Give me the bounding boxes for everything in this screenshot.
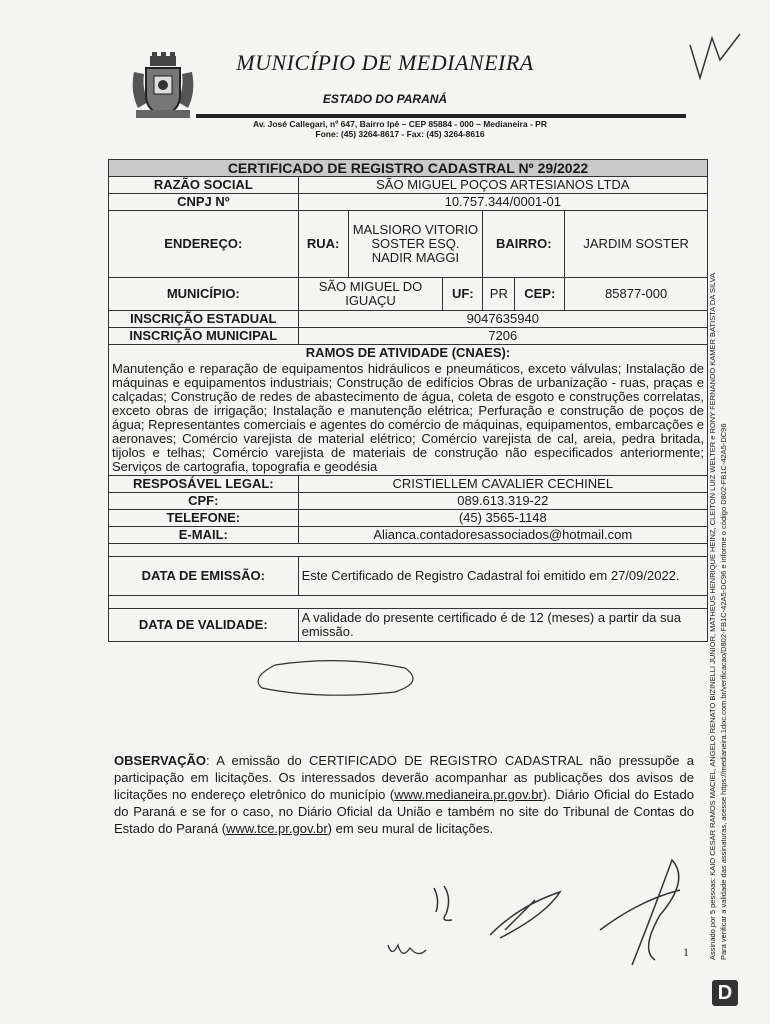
signature-right <box>600 860 680 965</box>
certificate-table <box>108 159 708 642</box>
emissao-label: DATA DE EMISSÃO: <box>109 557 299 596</box>
responsavel-label: RESPOSÁVEL LEGAL: <box>109 476 299 493</box>
email-row <box>109 527 708 544</box>
validade-row <box>109 609 708 642</box>
signature-initials <box>434 886 452 920</box>
signature-middle <box>490 892 560 938</box>
tce-link[interactable]: www.tce.pr.gov.br <box>226 821 328 836</box>
uf-value: PR <box>483 278 515 311</box>
emissao-row <box>109 557 708 596</box>
im-row <box>109 328 708 345</box>
observacao-paragraph <box>114 752 694 837</box>
telefone-row <box>109 510 708 527</box>
cpf-value: 089.613.319-22 <box>298 493 707 510</box>
spacer-row <box>109 544 708 557</box>
endereco-label: ENDEREÇO: <box>109 211 299 278</box>
observacao-text-a: : A emissão do CERTIFICADO DE REGISTRO CADASTRAL não pressupõe a participação em licitações. Os interessados deverão acompanhar as publicações dos avisos de licitações no endereço eletrônico do município ( <box>114 753 694 802</box>
bairro-value: JARDIM SOSTER <box>565 211 708 278</box>
email-value: Alianca.contadoresassociados@hotmail.com <box>298 527 707 544</box>
validade-label: DATA DE VALIDADE: <box>109 609 299 642</box>
im-label: INSCRIÇÃO MUNICIPAL <box>109 328 299 345</box>
cpf-label: CPF: <box>109 493 299 510</box>
ramos-label: RAMOS DE ATIVIDADE (CNAES): <box>109 345 708 362</box>
phone-line: Fone: (45) 3264-8617 - Fax: (45) 3264-8616 <box>315 129 485 139</box>
im-value: 7206 <box>298 328 707 345</box>
header-address <box>0 119 770 139</box>
observacao-text-b: ). Diário Oficial do Estado do Paraná e se for o caso, no Diário Oficial da União e também no site do Tribunal de Contas do Estado do Paraná ( <box>114 787 694 836</box>
date-circle-mark <box>258 661 413 696</box>
ramos-text: Manutenção e reparação de equipamentos hidráulicos e pneumáticos, exceto válvulas; Instalação de máquinas e equipamentos industriais; Construção de edifícios Obras de urbanização - ruas, praças e calçadas; Construção de redes de abastecimento de água, coleta de esgoto e construções correlatas, exceto obras de irrigação; Instalação e manutenção elétrica; Perfuração e construção de poços de água; Representantes comerciais e agentes do comércio de máquinas, equipamentos, embarcações e aeronaves; Comércio varejista de material elétrico; Comércio varejista de cal, areia, pedra britada, tijolos e telhas; Comércio varejista de materiais de construção não especificados anteriormente; Serviços de cartografia, topografia e geodésia <box>109 361 708 476</box>
ramos-label-row <box>109 345 708 362</box>
responsavel-row <box>109 476 708 493</box>
rua-label: RUA: <box>298 211 348 278</box>
medianeira-link[interactable]: www.medianeira.pr.gov.br <box>394 787 543 802</box>
municipio-row <box>109 278 708 311</box>
cep-value: 85877-000 <box>565 278 708 311</box>
municipality-title: MUNICÍPIO DE MEDIANEIRA <box>236 50 534 75</box>
cnpj-row <box>109 194 708 211</box>
page-number: 1 <box>683 945 689 959</box>
razao-label: RAZÃO SOCIAL <box>109 177 299 194</box>
razao-row <box>109 177 708 194</box>
certificate-heading: CERTIFICADO DE REGISTRO CADASTRAL Nº 29/2022 <box>109 160 708 177</box>
ramos-text-row <box>109 361 708 476</box>
emissao-value: Este Certificado de Registro Cadastral foi emitido em 27/09/2022. <box>298 557 707 596</box>
validade-value: A validade do presente certificado é de 12 (meses) a partir da sua emissão. <box>298 609 707 642</box>
telefone-label: TELEFONE: <box>109 510 299 527</box>
responsavel-value: CRISTIELLEM CAVALIER CECHINEL <box>298 476 707 493</box>
observacao-label: OBSERVAÇÃO <box>114 753 206 768</box>
state-subtitle: ESTADO DO PARANÁ <box>322 92 448 106</box>
email-label: E-MAIL: <box>109 527 299 544</box>
municipio-value: SÃO MIGUEL DO IGUAÇU <box>298 278 443 311</box>
cnpj-value: 10.757.344/0001-01 <box>298 194 707 211</box>
municipio-label: MUNICÍPIO: <box>109 278 299 311</box>
ie-row <box>109 311 708 328</box>
telefone-value: (45) 3565-1148 <box>298 510 707 527</box>
cnpj-label: CNPJ Nº <box>109 194 299 211</box>
observacao-text-c: ) em seu mural de licitações. <box>327 821 494 836</box>
razao-value: SÃO MIGUEL POÇOS ARTESIANOS LTDA <box>298 177 707 194</box>
address-line: Av. José Callegari, nº 647, Bairro Ipê – CEP 85884 - 000 – Medianeira - PR <box>253 119 547 129</box>
endereco-row <box>109 211 708 278</box>
verification-line: Para verificar a validade das assinaturas, acesse https://medianeira.1doc.com.br/verificacao/D802-FB1C-42A5-DC96 e informe o código D802-FB1C-42A5-DC96 <box>719 423 728 960</box>
rua-value: MALSIORO VITORIO SOSTER ESQ. NADIR MAGGI <box>348 211 483 278</box>
signature-bottom-left <box>388 945 426 954</box>
uf-label: UF: <box>443 278 483 311</box>
bairro-label: BAIRRO: <box>483 211 565 278</box>
ie-value: 9047635940 <box>298 311 707 328</box>
ie-label: INSCRIÇÃO ESTADUAL <box>109 311 299 328</box>
signers-line: Assinado por 5 pessoas: KAIO CESAR RAMOS MACIEL, ANGELO RENATO BIZINELLI JUNIOR, MATHEUS HENRIQUE HEINZ, CLEITON LUIZ WELTER e RONY FERNANDO KAMER BATISTA DA SILVA <box>708 272 717 960</box>
header-divider <box>196 114 686 118</box>
1doc-logo-icon: D <box>712 980 738 1006</box>
certificate-heading-row <box>109 160 708 177</box>
cpf-row <box>109 493 708 510</box>
cep-label: CEP: <box>515 278 565 311</box>
spacer-row <box>109 596 708 609</box>
